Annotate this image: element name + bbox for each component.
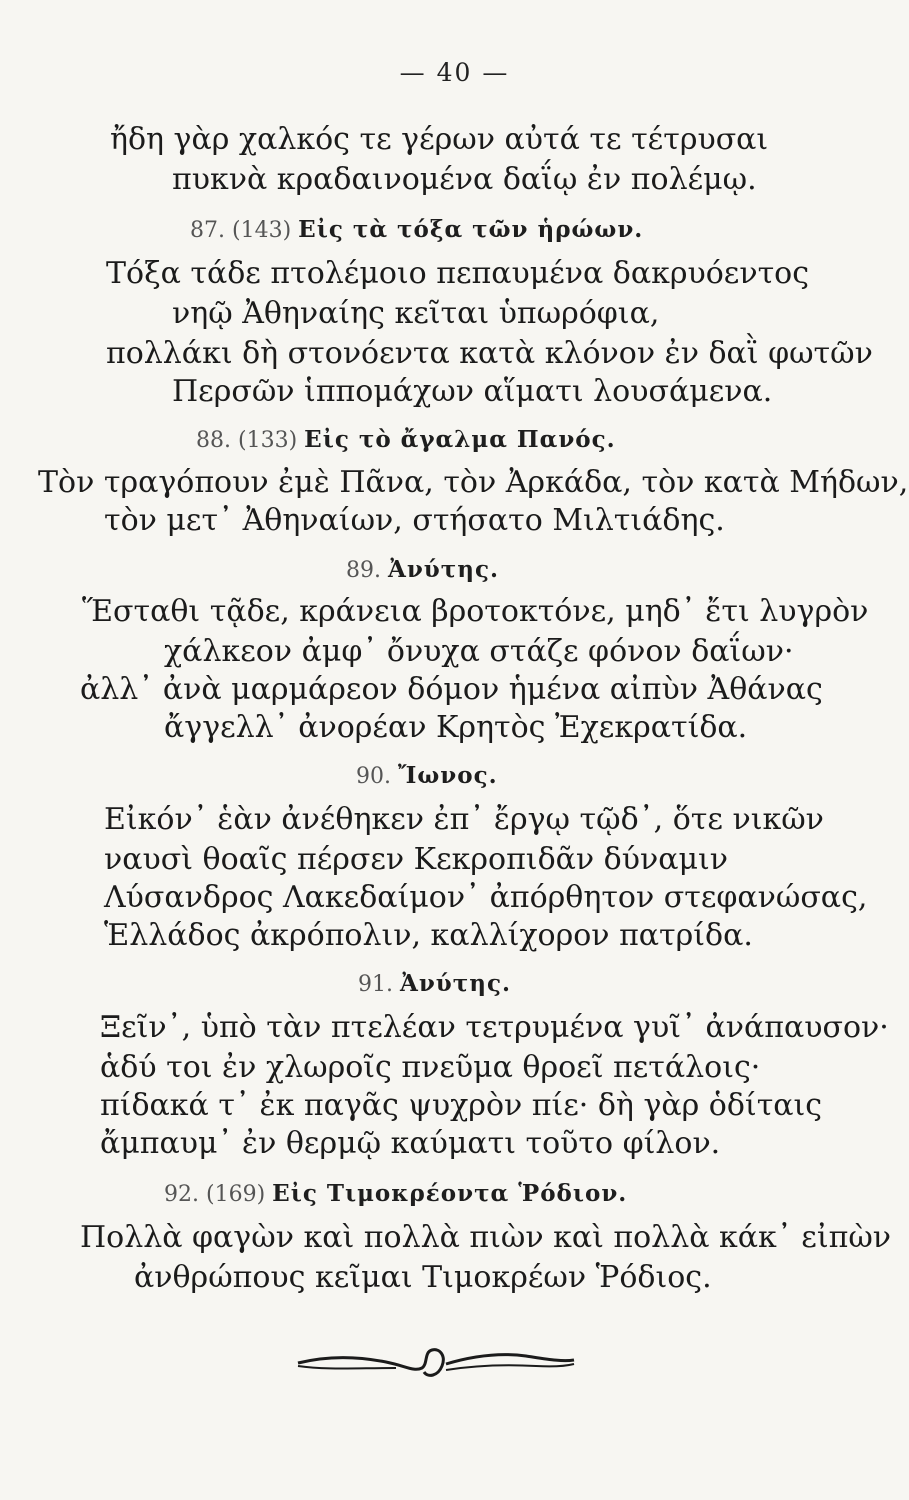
verse-line: Ἑλλάδος ἀκρόπολιν, καλλίχορον πατρίδα. <box>104 918 753 953</box>
verse-line: Ξεῖν᾽, ὑπὸ τὰν πτελέαν τετρυμένα γυῖ᾽ ἀνάπαυσον· <box>100 1010 889 1045</box>
poem-heading <box>358 970 511 999</box>
verse-line: ἄγγελλ᾽ ἀνορέαν Κρητὸς Ἐχεκρατίδα. <box>164 710 748 745</box>
verse-line: Πολλὰ φαγὼν καὶ πολλὰ πιὼν καὶ πολλὰ κάκ᾽ εἰπὼν <box>80 1220 892 1255</box>
poem-title: Εἰς τὰ τόξα τῶν ἡρώων. <box>298 216 644 243</box>
poem-number: 92. <box>164 1182 199 1207</box>
poem-heading <box>190 216 643 245</box>
verse-line: τὸν μετ᾽ Ἀθηναίων, στήσατο Μιλτιάδης. <box>104 503 725 538</box>
poem-title: Εἰς τὸ ἄγαλμα Πανός. <box>304 426 616 453</box>
verse-line: πολλάκι δὴ στονόεντα κατὰ κλόνον ἐν δαῒ φωτῶν <box>106 336 873 371</box>
poem-number: 87. <box>190 218 225 243</box>
poem-heading <box>356 762 498 791</box>
verse-line: Ἕσταθι τᾷδε, κράνεια βροτοκτόνε, μηδ᾽ ἔτι λυγρὸν <box>82 594 869 629</box>
verse-line: Λύσανδρος Λακεδαίμον᾽ ἀπόρθητον στεφανώσας, <box>104 880 868 915</box>
poem-title: Εἰς Τιμοκρέοντα Ῥόδιον. <box>272 1180 628 1207</box>
poem-title: Ἀνύτης. <box>388 556 499 583</box>
page-number: — 40 — <box>399 58 510 87</box>
verse-line: ἀλλ᾽ ἀνὰ μαρμάρεον δόμον ἡμένα αἰπὺν Ἀθάνας <box>80 672 823 707</box>
verse-line: χάλκεον ἀμφ᾽ ὄνυχα στάζε φόνον δαΐων· <box>164 634 794 669</box>
verse-line: ἄμπαυμ᾽ ἐν θερμῷ καύματι τοῦτο φίλον. <box>100 1126 721 1161</box>
poem-reference: (143) <box>232 218 292 243</box>
poem-heading <box>196 426 616 455</box>
poem-number: 91. <box>358 972 393 997</box>
verse-line: Περσῶν ἱππομάχων αἵματι λουσάμενα. <box>172 374 773 409</box>
poem-number: 88. <box>196 428 231 453</box>
decorative-ornament-icon <box>296 1338 576 1388</box>
poem-reference: (169) <box>206 1182 266 1207</box>
verse-line: πυκνὰ κραδαινομένα δαΐῳ ἐν πολέμῳ. <box>172 162 757 197</box>
poem-number: 90. <box>356 764 391 789</box>
poem-heading <box>164 1180 627 1209</box>
poem-heading <box>346 556 499 585</box>
verse-line: Τὸν τραγόπουν ἐμὲ Πᾶνα, τὸν Ἀρκάδα, τὸν κατὰ Μήδων, <box>38 465 909 500</box>
poem-title: Ἴωνος. <box>398 762 498 789</box>
verse-line: ναυσὶ θοαῖς πέρσεν Κεκροπιδᾶν δύναμιν <box>104 842 728 877</box>
poem-title: Ἀνύτης. <box>400 970 511 997</box>
verse-line: Εἰκόν᾽ ἑὰν ἀνέθηκεν ἐπ᾽ ἔργῳ τῷδ᾽, ὅτε νικῶν <box>104 802 824 837</box>
verse-line: ἀνθρώπους κεῖμαι Τιμοκρέων Ῥόδιος. <box>134 1260 712 1295</box>
verse-line: ἁδύ τοι ἐν χλωροῖς πνεῦμα θροεῖ πετάλοις· <box>100 1050 761 1085</box>
poem-reference: (133) <box>238 428 298 453</box>
poem-number: 89. <box>346 558 381 583</box>
verse-line: νηῷ Ἀθηναίης κεῖται ὑπωρόφια, <box>172 296 660 331</box>
verse-line: πίδακά τ᾽ ἐκ παγᾶς ψυχρὸν πίε· δὴ γὰρ ὁδίταις <box>100 1088 823 1123</box>
verse-line: Τόξα τάδε πτολέμοιο πεπαυμένα δακρυόεντος <box>106 256 810 291</box>
verse-line: ἤδη γὰρ χαλκός τε γέρων αὐτά τε τέτρυσαι <box>110 122 769 157</box>
